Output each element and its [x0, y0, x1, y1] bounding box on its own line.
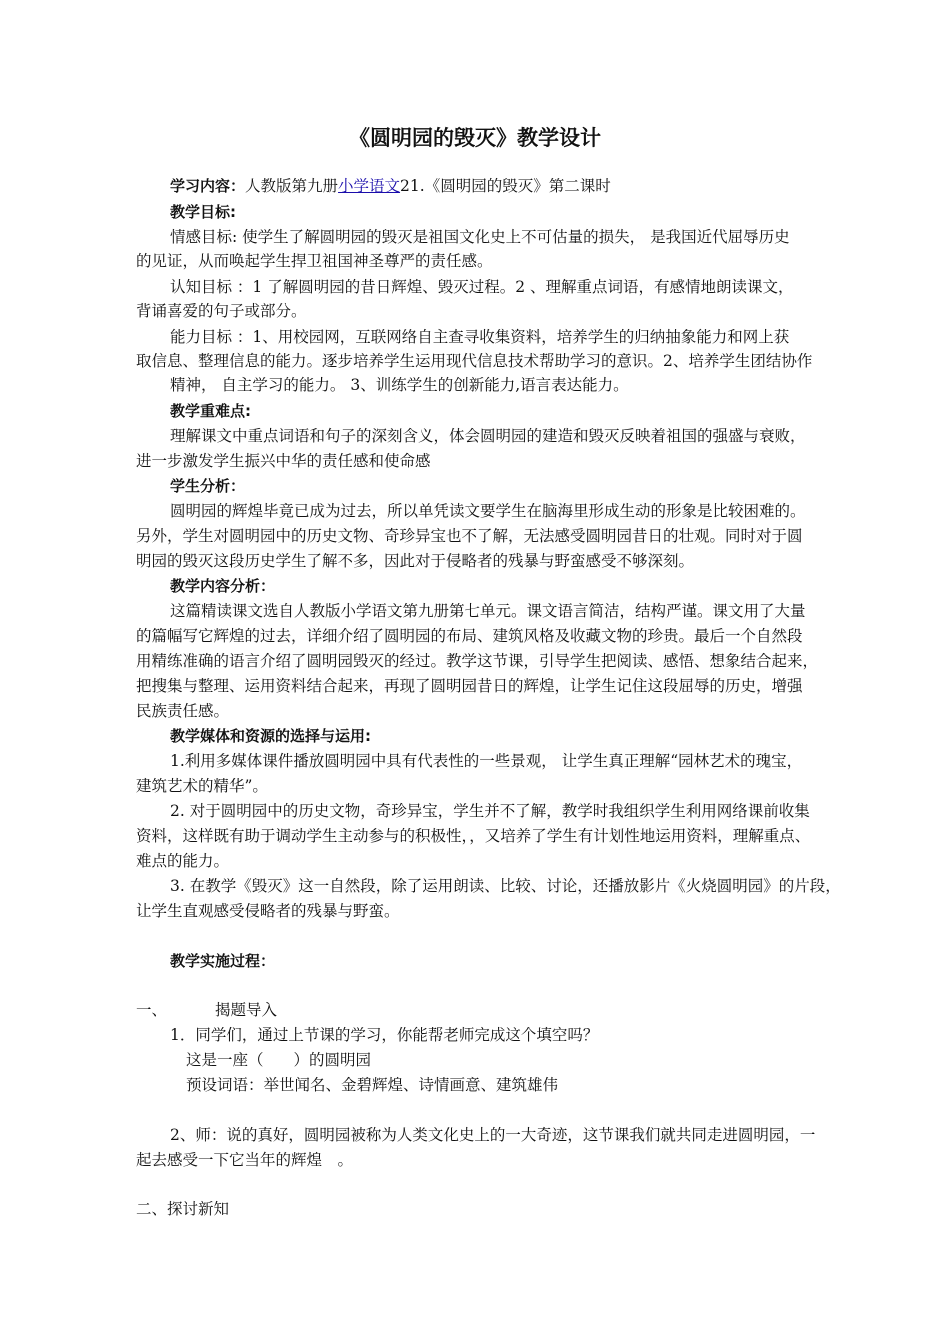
learning-content-label: 学习内容：	[170, 177, 246, 195]
cognitive-goal-line: 认知目标 ：1 了解圆明园的昔日辉煌、毁灭过程。2 、理解重点词语，有感情地朗读课文，	[170, 278, 794, 296]
media-item-3-line: 3. 在教学《毁灭》这一自然段，除了运用朗读、比较、讨论，还播放影片《火烧圆明园》的片段，	[170, 877, 841, 895]
media-heading: 教学媒体和资源的选择与运用:	[170, 727, 371, 745]
media-item-2-line: 难点的能力。	[136, 852, 230, 870]
section-2-heading: 二、探讨新知	[136, 1200, 230, 1218]
ability-goal-line: 能力目标 ：1、用校园网，互联网络自主查寻收集资料，培养学生的归纳抽象能力和网上获	[170, 328, 790, 346]
learning-content-pre: 人教版第九册	[245, 177, 339, 195]
analysis-heading: 教学内容分析：	[170, 577, 276, 595]
media-item-2-line: 资料，这样既有助于调动学生主动参与的积极性，，又培养了学生有计划性地运用资料，理解重点、	[136, 827, 811, 845]
emotion-goal-line: 的见证，从而唤起学生捍卫祖国神圣尊严的责任感。	[136, 252, 493, 270]
media-item-2-line: 2. 对于圆明园中的历史文物，奇珍异宝，学生并不了解，教学时我组织学生利用网络课前收集	[170, 802, 810, 820]
students-line: 明园的毁灭这段历史学生了解不多，因此对于侵略者的残暴与野蛮感受不够深刻。	[136, 552, 695, 570]
keypoints-line: 进一步激发学生振兴中华的责任感和使命感	[136, 452, 431, 470]
students-heading: 学生分析：	[170, 477, 246, 495]
fill-blank-line	[186, 1049, 371, 1071]
preset-words: 预设词语：举世闻名、金碧辉煌、诗情画意、建筑雄伟	[186, 1076, 559, 1094]
question-2-line: 起去感受一下它当年的辉煌 。	[136, 1151, 354, 1169]
chinese-course-link[interactable]: 小学语文	[338, 177, 401, 195]
students-line: 圆明园的辉煌毕竟已成为过去，所以单凭读文要学生在脑海里形成生动的形象是比较困难的。	[170, 502, 806, 520]
fill-blank-post: ）的圆明园	[293, 1051, 372, 1069]
learning-content-post: 21.《圆明园的毁灭》第二课时	[400, 177, 611, 195]
analysis-line: 用精练准确的语言介绍了圆明园毁灭的经过。教学这节课，引导学生把阅读、感悟、想象结合起来，	[136, 652, 819, 670]
analysis-line: 民族责任感。	[136, 702, 230, 720]
question-2-line: 2、师：说的真好，圆明园被称为人类文化史上的一大奇迹，这节课我们就共同走进圆明园，一	[170, 1126, 816, 1144]
media-item-3-line: 让学生直观感受侵略者的残暴与野蛮。	[136, 902, 400, 920]
ability-goal-line: 取信息、整理信息的能力。逐步培养学生运用现代信息技术帮助学习的意识。2、培养学生团结协作	[136, 352, 813, 370]
goals-heading: 教学目标:	[170, 203, 236, 221]
process-heading: 教学实施过程：	[170, 952, 276, 970]
cognitive-goal-line: 背诵喜爱的句子或部分。	[136, 302, 307, 320]
analysis-line: 这篇精读课文选自人教版小学语文第九册第七单元。课文语言简洁，结构严谨。课文用了大量	[170, 602, 806, 620]
section-1-heading	[136, 999, 277, 1021]
fill-blank-pre: 这是一座（	[186, 1051, 264, 1069]
analysis-line: 把搜集与整理、运用资料结合起来，再现了圆明园昔日的辉煌，让学生记住这段屈辱的历史，增强	[136, 677, 803, 695]
media-item-1-line: 1.利用多媒体课件播放圆明园中具有代表性的一些景观， 让学生真正理解“园林艺术的瑰宝，	[170, 752, 803, 770]
media-item-1-line: 建筑艺术的精华”。	[136, 777, 268, 795]
question-1: 1．同学们，通过上节课的学习，你能帮老师完成这个填空吗？	[170, 1026, 599, 1044]
keypoints-heading: 教学重难点:	[170, 402, 251, 420]
analysis-line: 的篇幅写它辉煌的过去，详细介绍了圆明园的布局、建筑风格及收藏文物的珍贵。最后一个自然段	[136, 627, 803, 645]
students-line: 另外，学生对圆明园中的历史文物、奇珍异宝也不了解，无法感受圆明园昔日的壮观。同时对于圆	[136, 527, 803, 545]
section-1-title: 揭题导入	[215, 1001, 278, 1019]
section-1-number: 一、	[136, 1001, 168, 1019]
keypoints-line: 理解课文中重点词语和句子的深刻含义，体会圆明园的建造和毁灭反映着祖国的强盛与衰败，	[170, 427, 806, 445]
document-title: 《圆明园的毁灭》教学设计	[349, 126, 601, 150]
emotion-goal-line: 情感目标: 使学生了解圆明园的毁灭是祖国文化史上不可估量的损失， 是我国近代屈辱历史	[170, 228, 790, 246]
ability-goal-line: 精神， 自主学习的能力。 3、训练学生的创新能力,语言表达能力。	[170, 376, 629, 394]
learning-content-line	[170, 175, 611, 197]
